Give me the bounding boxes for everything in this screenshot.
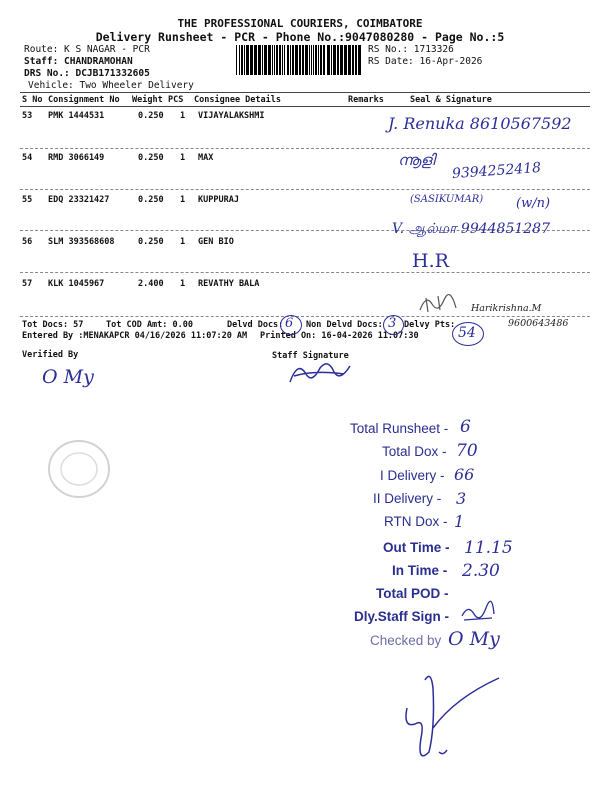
verified-by-signature: Ο My [42,366,94,388]
delivery-points-label: Delvy Pts: [404,320,456,330]
row1-handwritten-signature: J. Renuka 8610567592 [388,114,572,133]
row3-sno: 55 [22,195,33,205]
out-time-value: 11.15 [464,538,513,558]
barcode-bar [295,45,298,75]
rtn-dox-label: RTN Dox - [384,514,448,529]
row3-handwritten-note: (w/n) [516,196,551,211]
row2-separator [20,189,590,190]
barcode-bar [318,45,319,75]
in-time-value: 2.30 [462,561,500,581]
barcode-bar [311,45,312,75]
barcode-image [236,45,364,75]
vehicle-label: Vehicle: Two Wheeler Delivery [28,80,194,91]
row4-weight: 0.250 [138,237,164,247]
row2-handwritten-phone: 9394252418 [451,159,542,183]
ii-delivery-label: II Delivery - [373,491,442,506]
barcode-bar [274,45,275,75]
barcode-bar [276,45,278,75]
row3-weight: 0.250 [138,195,164,205]
row3-handwritten-name: (SASIKUMAR) [410,194,484,205]
barcode-bar [348,45,351,75]
barcode-bar [272,45,273,75]
i-delivery-value: 66 [454,465,475,484]
barcode-bar [279,45,281,75]
barcode-bar [290,45,291,75]
row1-pcs: 1 [180,111,186,121]
row4-separator [20,272,590,273]
col-sno: S No [22,95,43,105]
row3-consignment: EDQ 23321427 [48,195,110,205]
table-top-rule [20,92,590,93]
company-title: THE PROFESSIONAL COURIERS, COIMBATORE [177,17,423,30]
row2-sno: 54 [22,153,33,163]
barcode-bar [268,45,271,75]
barcode-bar [284,45,285,75]
row5-scribble-signature [416,290,466,316]
row5-consignee: REVATHY BALA [198,279,260,289]
total-dox-value: 70 [456,441,478,461]
barcode-bar [258,45,261,75]
printed-on: Printed On: 16-04-2026 11:07:30 [260,331,419,341]
barcode-bar [340,45,343,75]
delivery-points-value: 54 [458,325,476,341]
barcode-bar [236,45,237,75]
runsheet-subtitle: Delivery Runsheet - PCR - Phone No.:9047080280 - Page No.:5 [95,30,505,44]
total-pod-label: Total POD - [376,586,449,601]
rs-number: RS No.: 1713326 [368,44,454,55]
barcode-bar [331,45,332,75]
checked-by-signature: Ο My [448,628,500,650]
barcode-bar [239,45,240,75]
barcode-bar [305,45,308,75]
barcode-bar [320,45,322,75]
row1-separator [20,148,590,149]
row4-consignment: SLM 393568608 [48,237,115,247]
ii-delivery-value: 3 [456,489,467,508]
col-seal-signature: Seal & Signature [410,95,492,105]
barcode-bar [315,45,317,75]
barcode-bar [254,45,257,75]
barcode-bar [246,45,249,75]
row5-separator [20,316,590,317]
total-dox-label: Total Dox - [382,444,447,459]
total-cod-amount: Tot COD Amt: 0.00 [106,320,193,330]
checked-by-label: Checked by [370,633,442,648]
row4-consignee: GEN BIO [198,237,234,247]
row1-consignment: PMK 1444531 [48,111,105,121]
rs-date: RS Date: 16-Apr-2026 [368,56,483,67]
barcode-bar [358,45,361,75]
dly-staff-sign-scribble [458,600,498,624]
barcode-bar [337,45,339,75]
drs-number: DRS No.: DCJB171332605 [24,68,150,79]
barcode-bar [323,45,325,75]
row2-pcs: 1 [180,153,186,163]
total-runsheet-label: Total Runsheet - [350,421,449,436]
barcode-bar [333,45,336,75]
barcode-bar [299,45,301,75]
bottom-large-signature [395,668,505,768]
row5-handwritten-name: Harikrishna.M [471,303,542,314]
dly-staff-sign-label: Dly.Staff Sign - [354,609,450,624]
barcode-bar [292,45,294,75]
row4-handwritten-signature: V. ஆல்மா 9944851287 [392,221,550,237]
barcode-bar [344,45,347,75]
i-delivery-label: I Delivery - [380,468,445,483]
row4-pcs: 1 [180,237,186,247]
barcode-bar [327,45,330,75]
col-consignment: Consignment No [48,95,120,105]
barcode-bar [262,45,263,75]
col-consignee: Consignee Details [194,95,281,105]
barcode-bar [244,45,245,75]
barcode-bar [241,45,243,75]
office-stamp-mark [44,436,114,502]
row2-weight: 0.250 [138,153,164,163]
barcode-bar [287,45,289,75]
barcode-bar [309,45,310,75]
staff-signature-label: Staff Signature [272,351,349,361]
row2-handwritten-name: ന്നൂളി [398,151,435,169]
in-time-label: In Time - [392,563,448,578]
delivered-docs-value: 6 [285,316,294,331]
non-delivered-docs-label: Non Delvd Docs: [306,320,383,330]
barcode-bar [282,45,283,75]
non-delivered-docs-value: 3 [388,316,397,331]
route-label: Route: K S NAGAR - PCR [24,44,150,55]
col-pcs: PCS [168,95,184,105]
table-header-rule [20,106,590,107]
total-docs: Tot Docs: 57 [22,320,84,330]
delivered-docs-label: Delvd Docs: [227,320,284,330]
row5-sno: 57 [22,279,33,289]
barcode-bar [302,45,304,75]
col-weight: Weight [132,95,163,105]
barcode-bar [313,45,314,75]
barcode-bar [355,45,357,75]
row2-consignee: MAX [198,153,214,163]
row4-handwritten-initials: H.R [412,250,449,272]
entered-by: Entered By :MENAKAPCR 04/16/2026 11:07:20 AM [22,331,248,341]
row1-weight: 0.250 [138,111,164,121]
staff-signature-scribble [284,356,354,388]
row5-pcs: 1 [180,279,186,289]
verified-by-label: Verified By [22,350,79,360]
row3-pcs: 1 [180,195,186,205]
row5-weight: 2.400 [138,279,164,289]
barcode-bar [250,45,253,75]
staff-label: Staff: CHANDRAMOHAN [24,56,133,67]
rtn-dox-value: 1 [454,512,465,531]
row1-consignee: VIJAYALAKSHMI [198,111,265,121]
row1-sno: 53 [22,111,33,121]
barcode-bar [264,45,267,75]
row5-handwritten-phone: 9600643486 [508,318,569,329]
row5-consignment: KLK 1045967 [48,279,105,289]
total-runsheet-value: 6 [460,417,471,437]
row2-consignment: RMD 3066149 [48,153,105,163]
row3-consignee: KUPPURAJ [198,195,239,205]
barcode-bar [352,45,354,75]
row4-sno: 56 [22,237,33,247]
out-time-label: Out Time - [383,540,450,555]
col-remarks: Remarks [348,95,384,105]
